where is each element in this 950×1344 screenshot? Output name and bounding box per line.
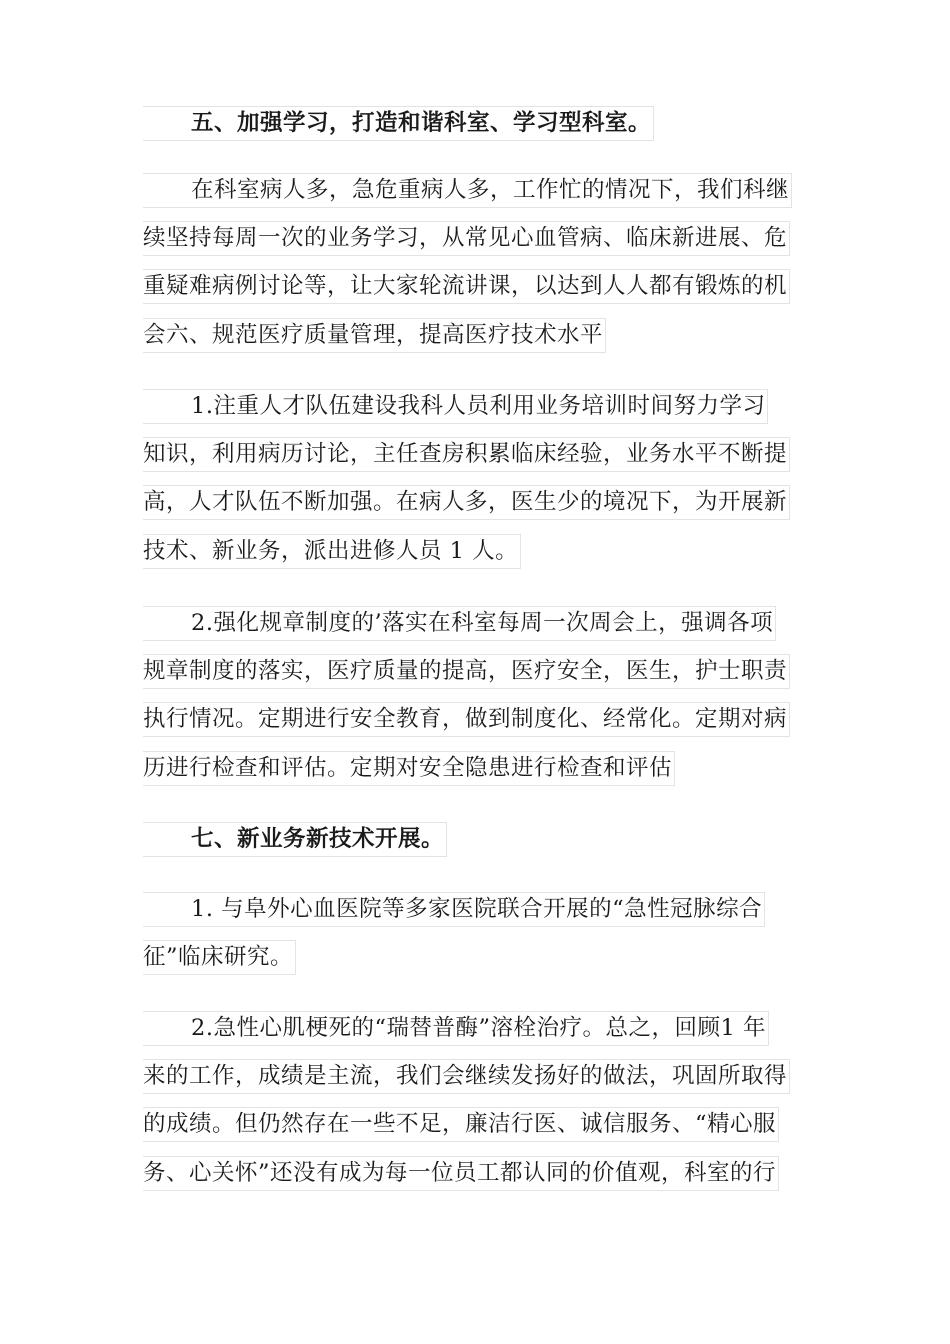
text-line: 2.强化规章制度的’落实在科室每周一次周会上，强调各项 xyxy=(143,606,776,641)
section-heading-7 xyxy=(143,822,447,870)
paragraph-talent xyxy=(143,389,790,582)
paragraph-rules xyxy=(143,606,790,799)
text-line: 技术、新业务，派出进修人员 1 人。 xyxy=(143,534,521,569)
text-line: 在科室病人多，急危重病人多，工作忙的情况下，我们科继 xyxy=(143,173,792,208)
text-line: 征”临床研究。 xyxy=(143,940,296,975)
text-line: 执行情况。定期进行安全教育，做到制度化、经常化。定期对病 xyxy=(143,702,790,737)
text-line: 历进行检查和评估。定期对安全隐患进行检查和评估 xyxy=(143,751,675,786)
paragraph-study xyxy=(143,173,792,366)
paragraph-summary xyxy=(143,1011,790,1204)
text-line: 会六、规范医疗质量管理，提高医疗技术水平 xyxy=(143,318,606,353)
heading-line: 七、新业务新技术开展。 xyxy=(143,822,447,857)
text-line: 来的工作，成绩是主流，我们会继续发扬好的做法，巩固所取得 xyxy=(143,1059,790,1094)
text-line: 2.急性心肌梗死的“瑞替普酶”溶栓治疗。总之，回顾1 年 xyxy=(143,1011,769,1046)
text-line: 1.注重人才队伍建设我科人员利用业务培训时间努力学习 xyxy=(143,389,768,424)
text-line: 1. 与阜外心血医院等多家医院联合开展的“急性冠脉综合 xyxy=(143,892,765,927)
paragraph-research xyxy=(143,892,765,988)
heading-line: 五、加强学习，打造和谐科室、学习型科室。 xyxy=(143,106,654,141)
section-heading-5 xyxy=(143,106,654,154)
text-line: 规章制度的落实，医疗质量的提高，医疗安全，医生，护士职责 xyxy=(143,654,790,689)
text-line: 知识，利用病历讨论，主任查房积累临床经验，业务水平不断提 xyxy=(143,437,790,472)
text-line: 重疑难病例讨论等，让大家轮流讲课，以达到人人都有锻炼的机 xyxy=(143,269,790,304)
text-line: 的成绩。但仍然存在一些不足，廉洁行医、诚信服务、“精心服 xyxy=(143,1107,779,1142)
text-line: 务、心关怀”还没有成为每一位员工都认同的价值观，科室的行 xyxy=(143,1156,779,1191)
text-line: 高，人才队伍不断加强。在病人多，医生少的境况下，为开展新 xyxy=(143,485,790,520)
text-line: 续坚持每周一次的业务学习，从常见心血管病、临床新进展、危 xyxy=(143,221,790,256)
